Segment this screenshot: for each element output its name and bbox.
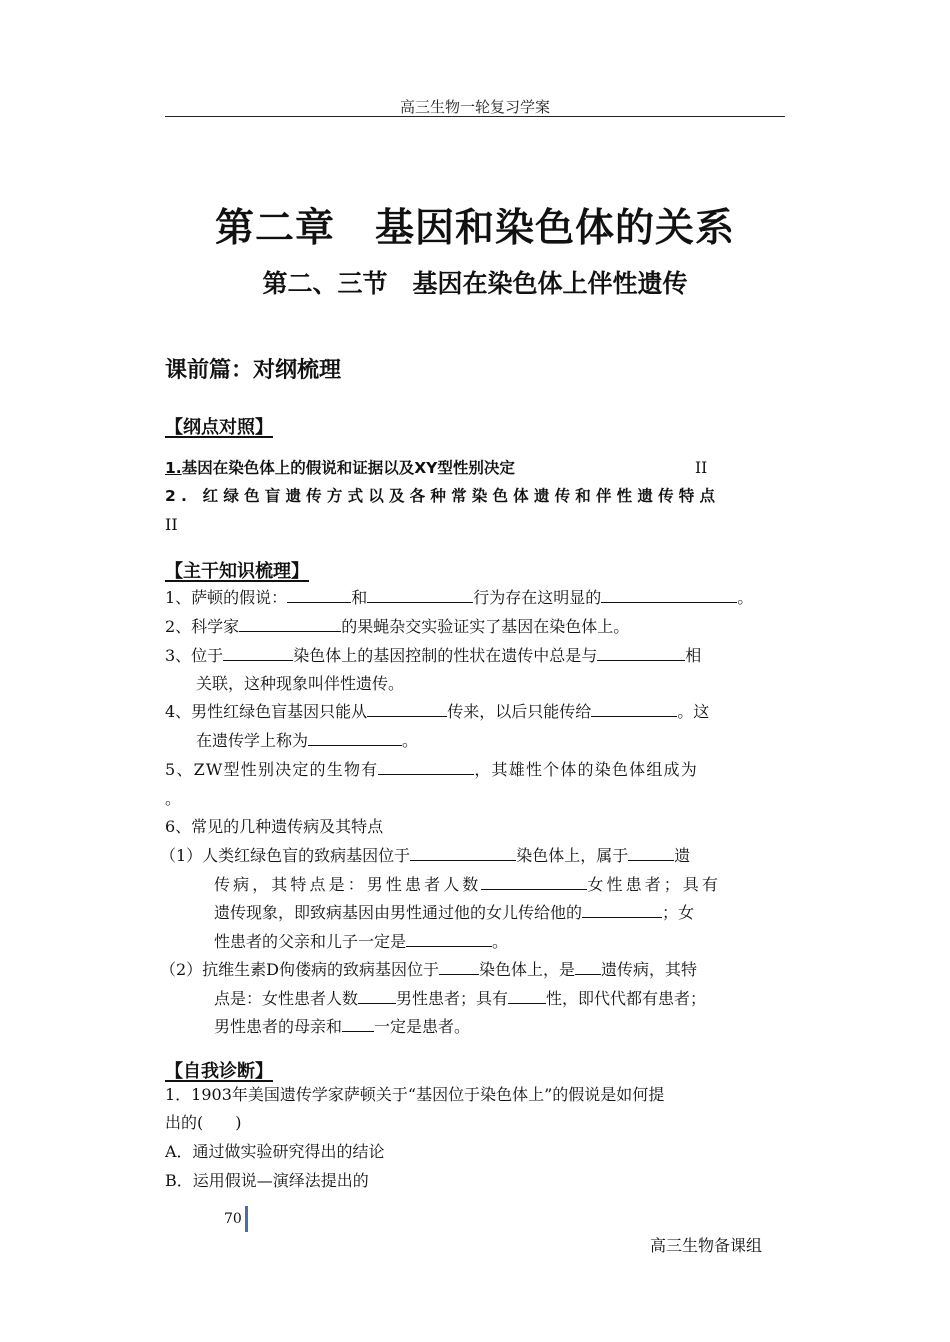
question-6-1-line-1 (160, 845, 690, 867)
question-6-2-line-3 (214, 1016, 470, 1038)
q2-text-b: 的果蝇杂交实验证实了基因在染色体上。 (341, 617, 630, 636)
q6-1-text-g: ；女 (662, 903, 695, 922)
q6-1-text-h: 性患者的父亲和儿子一定是 (214, 932, 407, 951)
page-number: 70 (224, 1211, 242, 1227)
q4-text-a: 4、男性红绿色盲基因只能从 (165, 702, 368, 721)
q6-2-text-b: 染色体上，是 (479, 960, 576, 979)
footer-group: 高三生物备课组 (650, 1236, 763, 1255)
q3-text-a: 3、位于 (165, 646, 224, 665)
diagnosis-q1-option-a[interactable]: A．通过做实验研究得出的结论 (165, 1142, 385, 1161)
q3-blank-1[interactable] (223, 645, 293, 661)
q5-text-a: 5、ZW型性别决定的生物有 (165, 760, 379, 779)
q4-blank-2[interactable] (591, 701, 677, 717)
q1-blank-1[interactable] (287, 587, 351, 603)
q1-blank-3[interactable] (601, 587, 737, 603)
question-6-title: 6、常见的几种遗传病及其特点 (165, 817, 384, 836)
question-3-line-1 (165, 645, 701, 667)
question-4-line-2 (196, 730, 418, 752)
chapter-title: 第二章 基因和染色体的关系 (214, 206, 735, 251)
q6-2-text-g: 男性患者的母亲和 (214, 1017, 343, 1036)
q3-text-c: 相 (685, 646, 702, 665)
q6-1-text-b: 染色体上，属于 (516, 846, 629, 865)
q6-1-text-f: 遗传现象，即致病基因由男性通过他的女儿传给他的 (214, 903, 583, 922)
q6-2-text-e: 男性患者；具有 (396, 989, 509, 1008)
q2-blank-1[interactable] (239, 616, 341, 632)
q6-1-text-c: 遗 (674, 846, 691, 865)
q6-2-blank-5[interactable] (342, 1016, 374, 1032)
outline-item-2-level: II (165, 515, 178, 534)
q6-1-blank-1[interactable] (410, 845, 516, 861)
q6-2-text-c: 遗传病，其特 (601, 960, 698, 979)
q5-text-b: ，其雄性个体的染色体组成为 (474, 760, 698, 779)
q6-1-text-e: 女性患者；具有 (587, 875, 722, 894)
q6-1-blank-4[interactable] (582, 902, 662, 918)
q6-2-text-h: 一定是患者。 (374, 1017, 471, 1036)
q6-2-blank-2[interactable] (575, 959, 601, 975)
outline-item-1-level: II (695, 459, 708, 477)
q2-text-a: 2、科学家 (165, 617, 240, 636)
outline-item-1 (165, 457, 785, 479)
outline-heading: 【纲点对照】 (165, 417, 273, 438)
question-6-1-line-4 (214, 931, 508, 953)
q4-text-d: 在遗传学上称为 (196, 731, 309, 750)
question-6-1-line-3 (214, 902, 694, 924)
question-6-1-line-2 (214, 874, 721, 896)
question-3-line-2: 关联，这种现象叫伴性遗传。 (196, 674, 405, 693)
question-5-line-2: 。 (165, 789, 182, 808)
question-4-line-1 (165, 701, 709, 723)
question-2 (165, 616, 629, 638)
q6-2-text-a: （2）抗维生素D佝偻病的致病基因位于 (160, 960, 440, 979)
q1-text-d: 。 (737, 588, 754, 607)
q6-2-blank-3[interactable] (358, 988, 396, 1004)
q4-text-e: 。 (402, 731, 419, 750)
q6-2-blank-1[interactable] (439, 959, 479, 975)
q6-1-text-a: （1）人类红绿色盲的致病基因位于 (160, 846, 411, 865)
q4-blank-1[interactable] (367, 701, 447, 717)
outline-item-1-num: 1. (165, 459, 182, 477)
outline-item-1-text: 基因在染色体上的假说和证据以及XY型性别决定 (181, 459, 515, 477)
diagnosis-q1-line-2: 出的( ) (165, 1113, 242, 1132)
q5-blank-1[interactable] (378, 759, 474, 775)
q6-1-text-i: 。 (492, 932, 509, 951)
header-rule (165, 116, 785, 117)
diagnosis-q1-option-b[interactable]: B．运用假说—演绎法提出的 (165, 1171, 369, 1190)
outline-item-2: 2. 红绿色盲遗传方式以及各种常染色体遗传和伴性遗传特点 (165, 487, 721, 505)
part-title: 课前篇：对纲梳理 (165, 358, 342, 383)
q6-1-blank-3[interactable] (481, 874, 587, 890)
q1-text-b: 和 (351, 588, 368, 607)
q6-1-blank-5[interactable] (406, 931, 492, 947)
q3-text-b: 染色体上的基因控制的性状在遗传中总是与 (293, 646, 598, 665)
q6-2-text-f: 性，即代代都有患者； (546, 989, 707, 1008)
question-5-line-1 (165, 759, 698, 781)
q4-text-b: 传来，以后只能传给 (447, 702, 592, 721)
section-title: 第二、三节 基因在染色体上伴性遗传 (262, 269, 688, 298)
q1-text-c: 行为存在这明显的 (473, 588, 602, 607)
question-6-2-line-1 (160, 959, 697, 981)
running-header: 高三生物一轮复习学案 (399, 98, 550, 116)
q6-2-blank-4[interactable] (508, 988, 546, 1004)
q6-2-text-d: 点是：女性患者人数 (214, 989, 359, 1008)
question-1 (165, 587, 753, 609)
diagnosis-q1-line-1: 1．1903年美国遗传学家萨顿关于“基因位于染色体上”的假说是如何提 (165, 1085, 665, 1104)
q4-text-c: 。这 (677, 702, 710, 721)
footer-accent-bar (245, 1206, 248, 1232)
q3-blank-2[interactable] (597, 645, 685, 661)
knowledge-heading: 【主干知识梳理】 (165, 561, 309, 582)
q6-1-text-d: 传病，其特点是：男性患者人数 (214, 875, 482, 894)
q1-text-a: 1、萨顿的假说： (165, 588, 288, 607)
diagnosis-heading: 【自我诊断】 (165, 1061, 273, 1082)
q6-1-blank-2[interactable] (628, 845, 674, 861)
question-6-2-line-2 (214, 988, 706, 1010)
q1-blank-2[interactable] (367, 587, 473, 603)
q4-blank-3[interactable] (308, 730, 402, 746)
